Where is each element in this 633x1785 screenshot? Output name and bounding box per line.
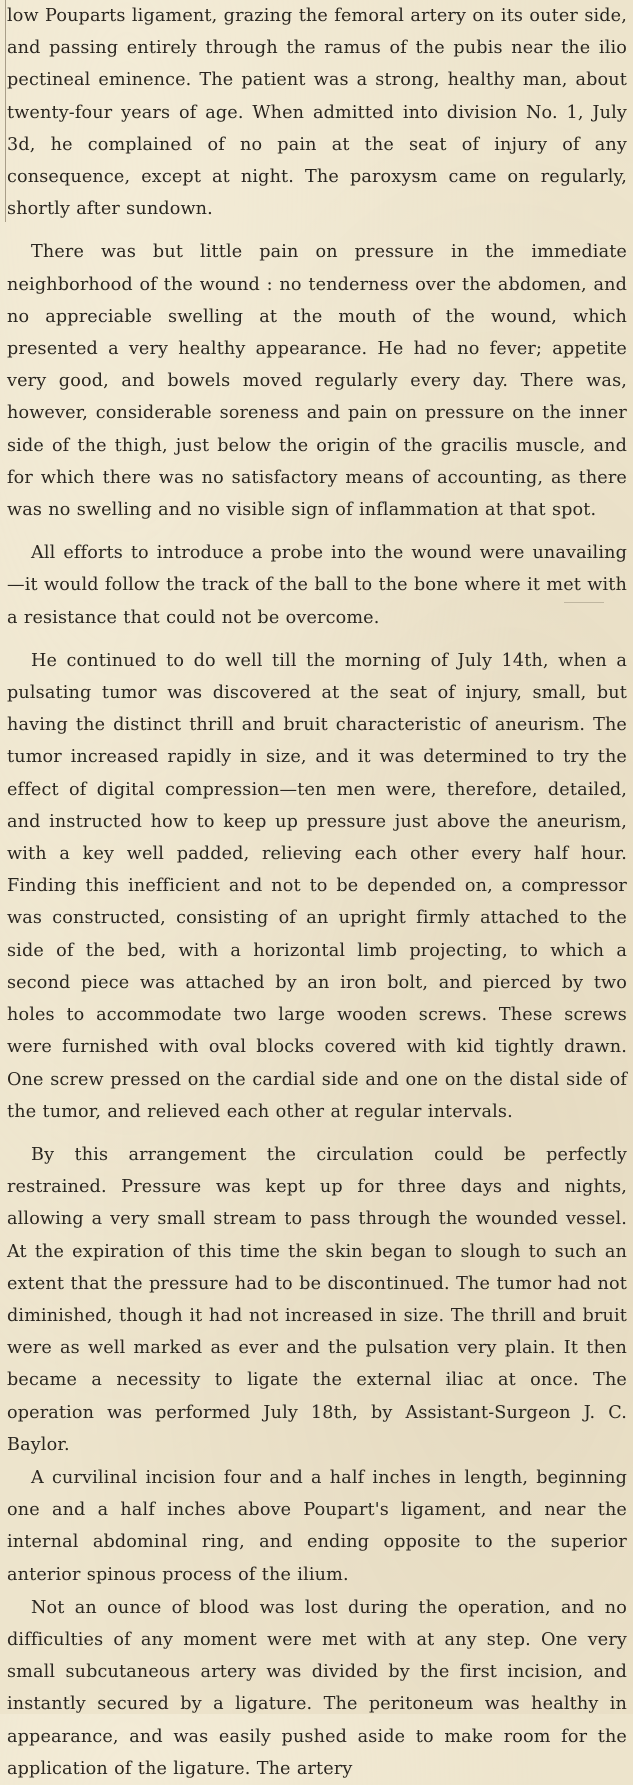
paragraph-1: low Pouparts ligament, grazing the femoral artery on its outer side, and passing entirely through the ramus of the pubis near the ilio pectineal eminence. The patient was a strong, healthy man, about twenty-four years of age. When admitted into division No. 1, July 3d, he complained of no pain at the seat of injury of any consequence, except at night. The paroxysm came on regularly, shortly after sundown. xyxy=(7,6,627,220)
paragraph-2: There was but little pain on pressure in the immediate neighborhood of the wound : no tenderness over the abdomen, and no appreciable swelling at the mouth of the wound, which presented a very healthy appearance. He had no fever; appetite very good, and bowels moved regularly every day. There was, however, considerable soreness and pain on pressure on the inner side of the thigh, just below the origin of the gracilis muscle, and for which there was no satisfactory means of accounting, as there was no swelling and no visible sign of inflammation at that spot. xyxy=(7,242,627,521)
paragraph-3: All efforts to introduce a probe into the wound were unavailing—it would follow the track of the ball to the bone where it met with a resistance that could not be overcome. xyxy=(7,543,627,628)
paragraph-6: A curvilinal incision four and a half inches in length, beginning one and a half inches above Poupart's ligament, and near the internal abdominal ring, and ending opposite to the superior anterior spinous process of the ilium. xyxy=(7,1467,627,1585)
dash-mark xyxy=(564,602,604,603)
column-rule xyxy=(5,0,6,222)
paragraph-5: By this arrangement the circulation could be perfectly restrained. Pressure was kept up for three days and nights, allowing a very small stream to pass through the wounded vessel. At the expiration of this time the skin began to slough to such an extent that the pressure had to be discontinued. The tumor had not diminished, though it had not increased in size. The thrill and bruit were as well marked as ever and the pulsation very plain. It then became a necessity to ligate the external iliac at once. The operation was performed July 18th, by Assistant-Surgeon J. C. Baylor. xyxy=(7,1144,627,1455)
paragraph-4: He continued to do well till the morning of July 14th, when a pulsating tumor was discovered at the seat of injury, small, but having the distinct thrill and bruit characteristic of aneurism. The tumor increased rapidly in size, and it was determined to try the effect of digital compression—ten men were, therefore, detailed, and instructed how to keep up pressure just above the aneurism, with a key well padded, relieving each other every half hour. Finding this inefficient and not to be depended on, a compressor was constructed, consisting of an upright firmly attached to the side of the bed, with a horizontal limb projecting, to which a second piece was attached by an iron bolt, and pierced by two holes to accommodate two large wooden screws. These screws were furnished with oval blocks covered with kid tightly drawn. One screw pressed on the cardial side and one on the distal side of the tumor, and relieved each other at regular intervals. xyxy=(7,650,627,1122)
paragraph-7: Not an ounce of blood was lost during the operation, and no difficulties of any moment were met with at any step. One very small subcutaneous artery was divided by the first incision, and instantly secured by a ligature. The peritoneum was healthy in appearance, and was easily pushed aside to make room for the application of the ligature. The artery xyxy=(7,1597,627,1779)
article-body xyxy=(7,0,627,1785)
